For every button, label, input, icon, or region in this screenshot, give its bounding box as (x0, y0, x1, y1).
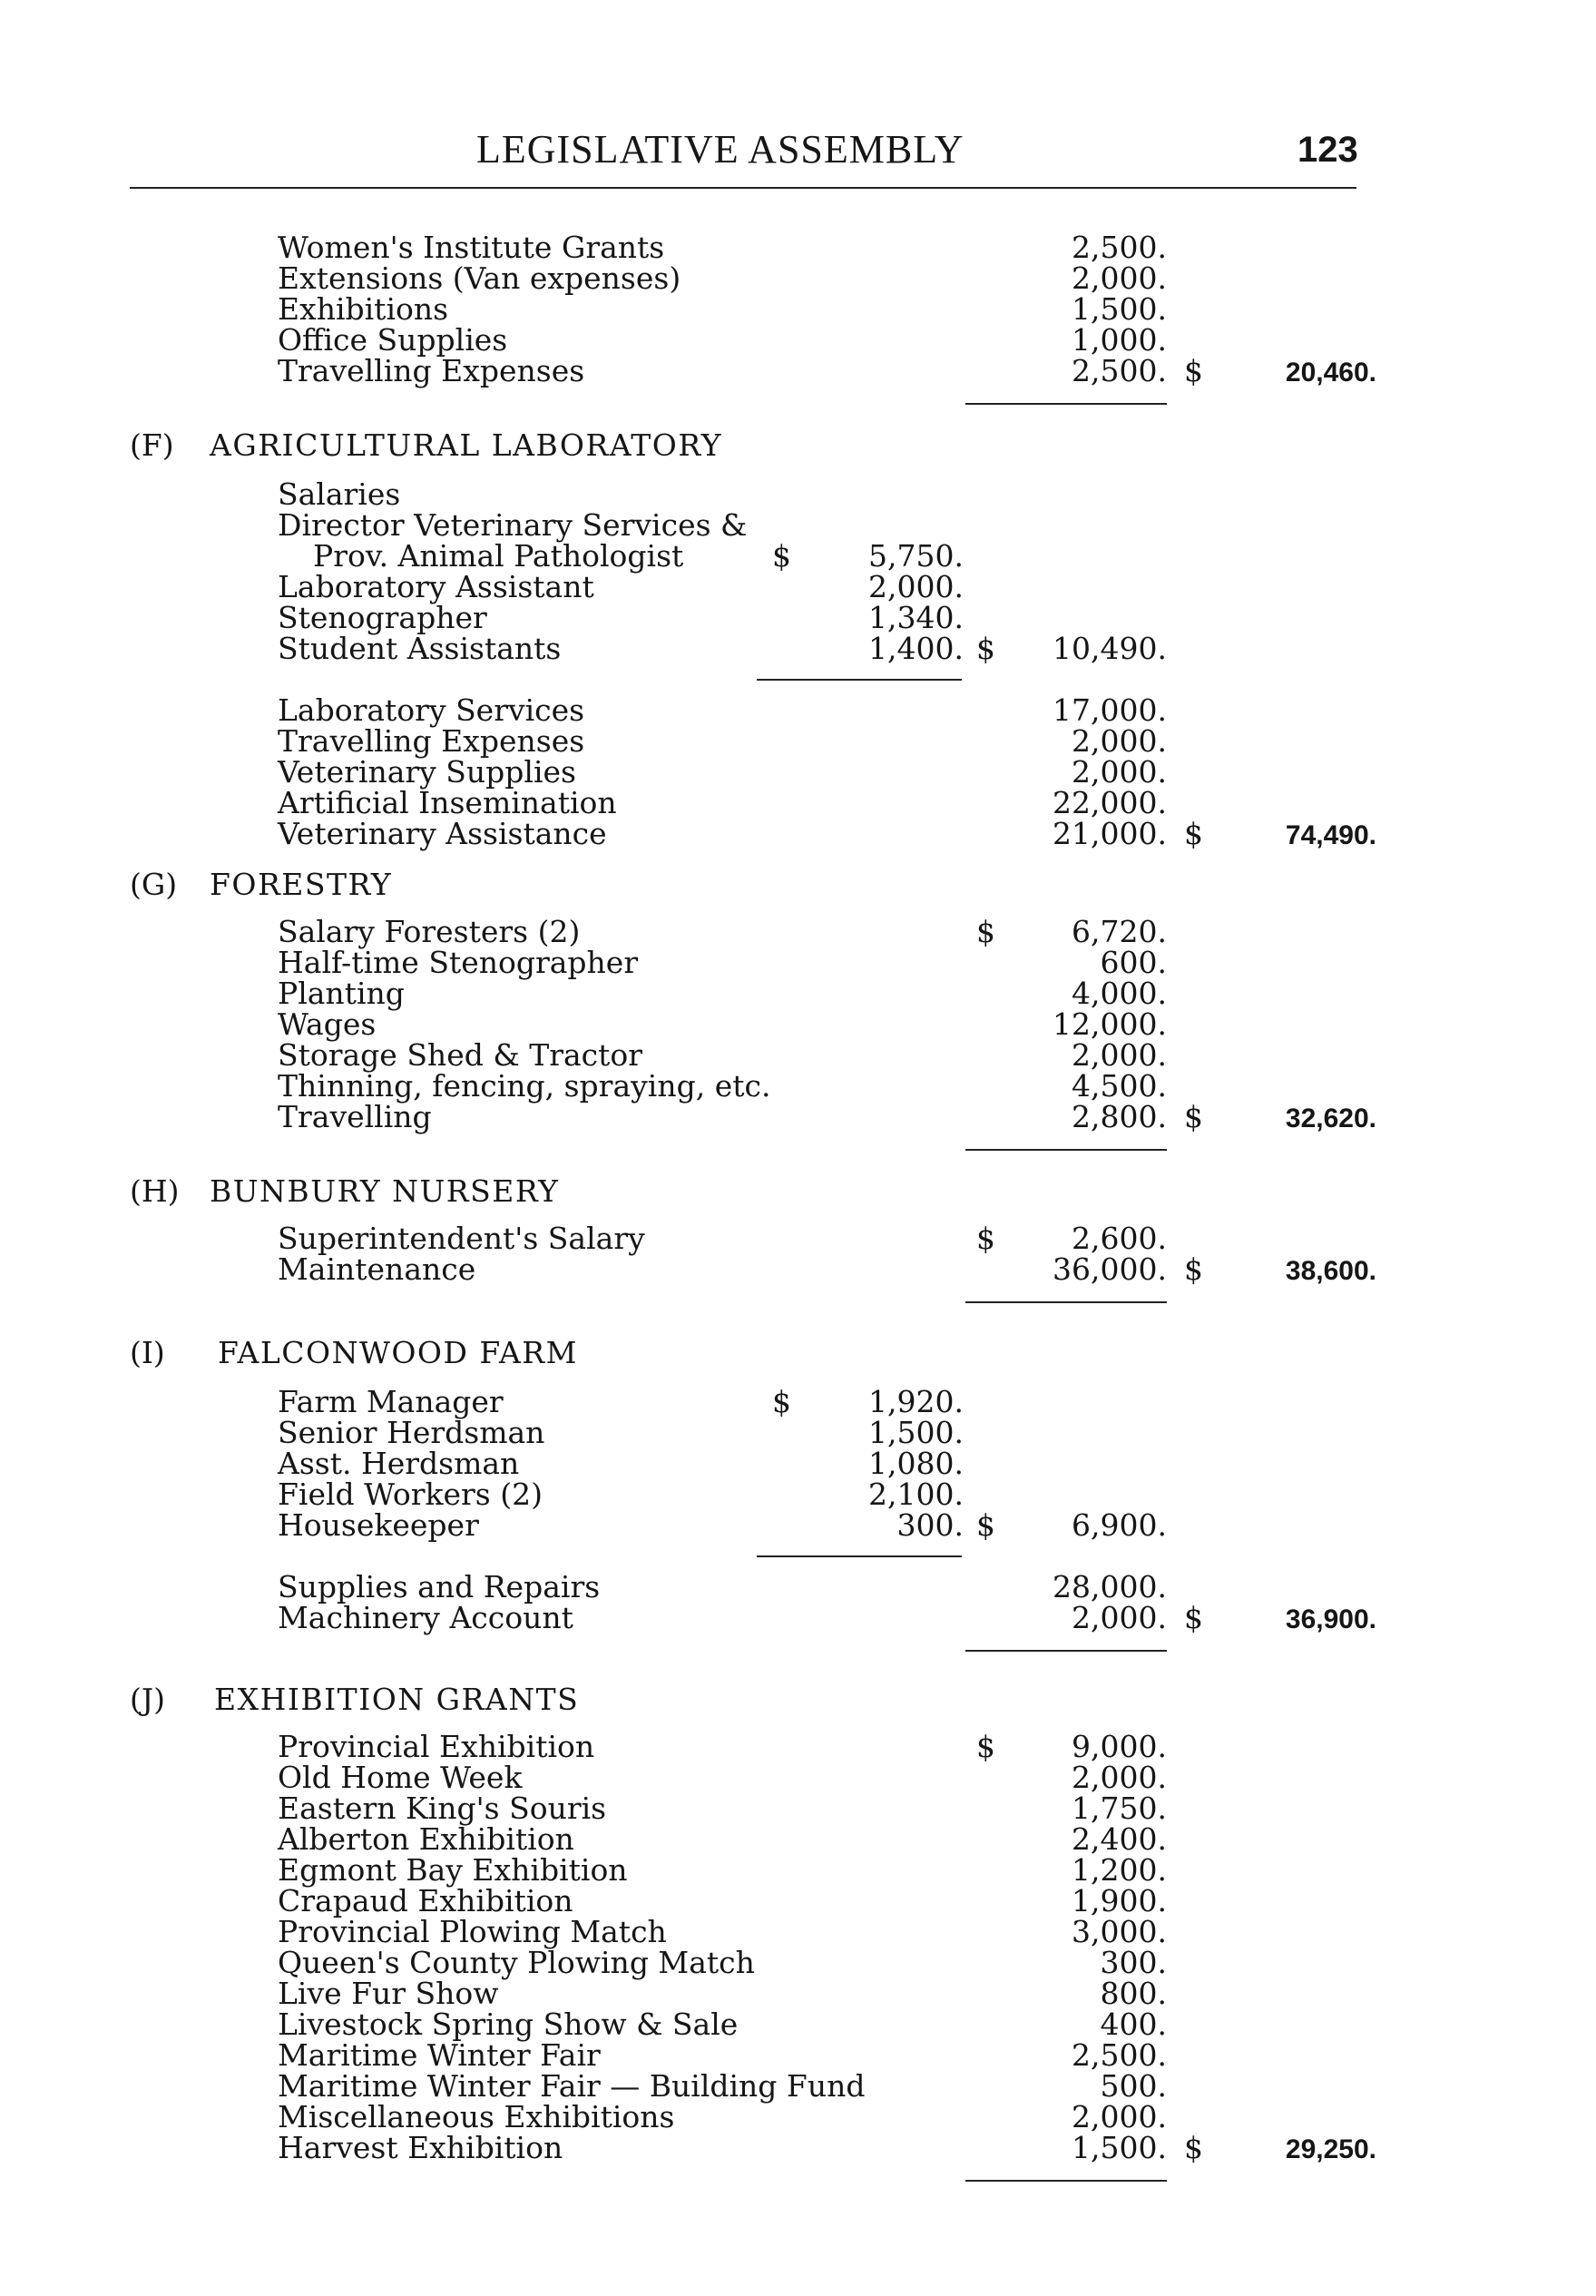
dollar-sign: $ (772, 1384, 791, 1419)
line-item-amount: 2,000. (1072, 1600, 1167, 1635)
line-item-amount: 1,000. (1072, 322, 1167, 358)
dollar-sign: $ (976, 1729, 995, 1764)
line-item-amount: 500. (1100, 2068, 1167, 2104)
line-item-label: Laboratory Assistant (278, 569, 594, 604)
dollar-sign: $ (976, 1507, 995, 1543)
section-heading: FORESTRY (210, 867, 393, 902)
line-item-label: Crapaud Exhibition (278, 1883, 573, 1918)
line-item-amount: 28,000. (1053, 1569, 1167, 1604)
line-item-label: Maritime Winter Fair — Building Fund (278, 2068, 866, 2104)
line-item-label: Office Supplies (278, 322, 508, 358)
line-item-label: Travelling Expenses (278, 353, 585, 388)
line-item-label: Field Workers (2) (278, 1477, 543, 1512)
line-item-label: Miscellaneous Exhibitions (278, 2099, 675, 2134)
section-total: 29,250. (1285, 2134, 1376, 2164)
salary-amount: 300. (896, 1507, 964, 1543)
section-mark: (I) (130, 1335, 165, 1370)
subtotal-rule (757, 679, 962, 681)
line-item-amount: 2,000. (1072, 2099, 1167, 2134)
line-item-amount: 600. (1100, 945, 1167, 980)
line-item-label: Stenographer (278, 600, 487, 635)
line-item-amount: 3,000. (1072, 1914, 1167, 1949)
line-item-label: Old Home Week (278, 1760, 523, 1795)
section-heading: FALCONWOOD FARM (218, 1335, 578, 1370)
dollar-sign: $ (1184, 1251, 1203, 1287)
line-item-amount: 300. (1100, 1945, 1167, 1980)
line-item-label: Student Assistants (278, 631, 562, 666)
salary-amount: 1,340. (868, 600, 964, 635)
section-heading: EXHIBITION GRANTS (214, 1682, 580, 1717)
line-item-label: Asst. Herdsman (278, 1446, 520, 1481)
line-item-label: Superintendent's Salary (278, 1221, 645, 1256)
line-item-label: Maritime Winter Fair (278, 2037, 601, 2073)
line-item-amount: 36,000. (1053, 1251, 1167, 1287)
section-mark: (G) (130, 867, 178, 902)
page-number: 123 (1297, 130, 1358, 170)
line-item-label: Provincial Exhibition (278, 1729, 595, 1764)
line-item-label: Machinery Account (278, 1600, 573, 1635)
line-item-label: Farm Manager (278, 1384, 504, 1419)
dollar-sign: $ (1184, 2130, 1203, 2165)
line-item-amount: 2,000. (1072, 754, 1167, 790)
line-item-label: Veterinary Assistance (278, 816, 607, 851)
line-item-amount: 1,500. (1072, 291, 1167, 327)
line-item-amount: 1,900. (1072, 1883, 1167, 1918)
salary-amount: 1,080. (868, 1446, 964, 1481)
line-item-amount: 4,500. (1072, 1068, 1167, 1104)
subtotal-rule (757, 1555, 962, 1557)
line-item-label: Supplies and Repairs (278, 1569, 601, 1604)
subtotal-amount: 10,490. (1053, 631, 1167, 666)
dollar-sign: $ (1184, 816, 1203, 851)
line-item-label: Housekeeper (278, 1507, 479, 1543)
line-item-label: Travelling (278, 1099, 432, 1134)
line-item-amount: 2,000. (1072, 260, 1167, 296)
dollar-sign: $ (976, 914, 995, 949)
dollar-sign: $ (1184, 1600, 1203, 1635)
line-item-amount: 1,500. (1072, 2130, 1167, 2165)
dollar-sign: $ (1184, 1099, 1203, 1134)
line-item-amount: 2,000. (1072, 1037, 1167, 1073)
line-item-label: Half-time Stenographer (278, 945, 639, 980)
line-item-label: Maintenance (278, 1251, 476, 1287)
total-rule (965, 2180, 1167, 2182)
line-item-label: Veterinary Supplies (278, 754, 576, 790)
salary-amount: 2,000. (868, 569, 964, 604)
line-item-label: Planting (278, 976, 405, 1011)
total-rule (965, 1301, 1167, 1303)
line-item-label: Wages (278, 1006, 377, 1042)
line-item-label: Thinning, fencing, spraying, etc. (278, 1068, 771, 1104)
line-item-amount: 4,000. (1072, 976, 1167, 1011)
line-item-amount: 800. (1100, 1976, 1167, 2011)
line-item-amount: 1,200. (1072, 1852, 1167, 1888)
header-rule (130, 187, 1356, 189)
line-item-amount: 2,500. (1072, 353, 1167, 388)
line-item-amount: 9,000. (1072, 1729, 1167, 1764)
line-item-amount: 21,000. (1053, 816, 1167, 851)
section-total: 74,490. (1285, 820, 1376, 850)
salary-amount: 1,920. (868, 1384, 964, 1419)
line-item-amount: 2,000. (1072, 1760, 1167, 1795)
line-item-amount: 2,400. (1072, 1821, 1167, 1857)
total-rule (965, 403, 1167, 405)
dollar-sign: $ (976, 631, 995, 666)
line-item-amount: 6,720. (1072, 914, 1167, 949)
page-title: LEGISLATIVE ASSEMBLY (476, 127, 964, 172)
section-total: 20,460. (1285, 358, 1376, 388)
line-item-label: Salary Foresters (2) (278, 914, 581, 949)
line-item-label: Queen's County Plowing Match (278, 1945, 755, 1980)
line-item-label: Alberton Exhibition (278, 1821, 574, 1857)
section-heading: AGRICULTURAL LABORATORY (210, 427, 722, 463)
total-rule (965, 1149, 1167, 1151)
line-item-label: Senior Herdsman (278, 1415, 545, 1450)
line-item-label: Artificial Insemination (278, 785, 617, 820)
subheading: Salaries (278, 476, 401, 512)
line-item-amount: 2,500. (1072, 230, 1167, 265)
section-mark: (J) (130, 1682, 165, 1717)
line-item-label: Storage Shed & Tractor (278, 1037, 643, 1073)
line-item-amount: 2,500. (1072, 2037, 1167, 2073)
line-item-amount: 1,750. (1072, 1791, 1167, 1826)
line-item-label: Live Fur Show (278, 1976, 499, 2011)
line-item-amount: 22,000. (1053, 785, 1167, 820)
dollar-sign: $ (772, 538, 791, 574)
section-total: 32,620. (1285, 1104, 1376, 1133)
subtotal-amount: 6,900. (1072, 1507, 1167, 1543)
line-item-label: Laboratory Services (278, 692, 585, 728)
line-item-label: Provincial Plowing Match (278, 1914, 667, 1949)
line-item-label: Livestock Spring Show & Sale (278, 2007, 739, 2042)
line-item-label: Director Veterinary Services & (278, 507, 748, 543)
dollar-sign: $ (1184, 353, 1203, 388)
section-mark: (F) (130, 427, 174, 463)
line-item-label: Travelling Expenses (278, 723, 585, 759)
section-total: 38,600. (1285, 1256, 1376, 1286)
line-item-amount: 2,600. (1072, 1221, 1167, 1256)
line-item-label: Women's Institute Grants (278, 230, 665, 265)
line-item-label: Eastern King's Souris (278, 1791, 607, 1826)
line-item-label: Harvest Exhibition (278, 2130, 563, 2165)
section-total: 36,900. (1285, 1604, 1376, 1634)
section-heading: BUNBURY NURSERY (210, 1173, 560, 1209)
salary-amount: 1,400. (868, 631, 964, 666)
line-item-amount: 2,000. (1072, 723, 1167, 759)
salary-amount: 2,100. (868, 1477, 964, 1512)
dollar-sign: $ (976, 1221, 995, 1256)
line-item-amount: 400. (1100, 2007, 1167, 2042)
line-item-label: Exhibitions (278, 291, 449, 327)
section-mark: (H) (130, 1173, 180, 1209)
line-item-label: Extensions (Van expenses) (278, 260, 681, 296)
salary-amount: 5,750. (868, 538, 964, 574)
line-item-amount: 12,000. (1053, 1006, 1167, 1042)
line-item-label: Egmont Bay Exhibition (278, 1852, 628, 1888)
line-item-amount: 17,000. (1053, 692, 1167, 728)
total-rule (965, 1650, 1167, 1652)
line-item-label: Prov. Animal Pathologist (313, 538, 684, 574)
salary-amount: 1,500. (868, 1415, 964, 1450)
line-item-amount: 2,800. (1072, 1099, 1167, 1134)
